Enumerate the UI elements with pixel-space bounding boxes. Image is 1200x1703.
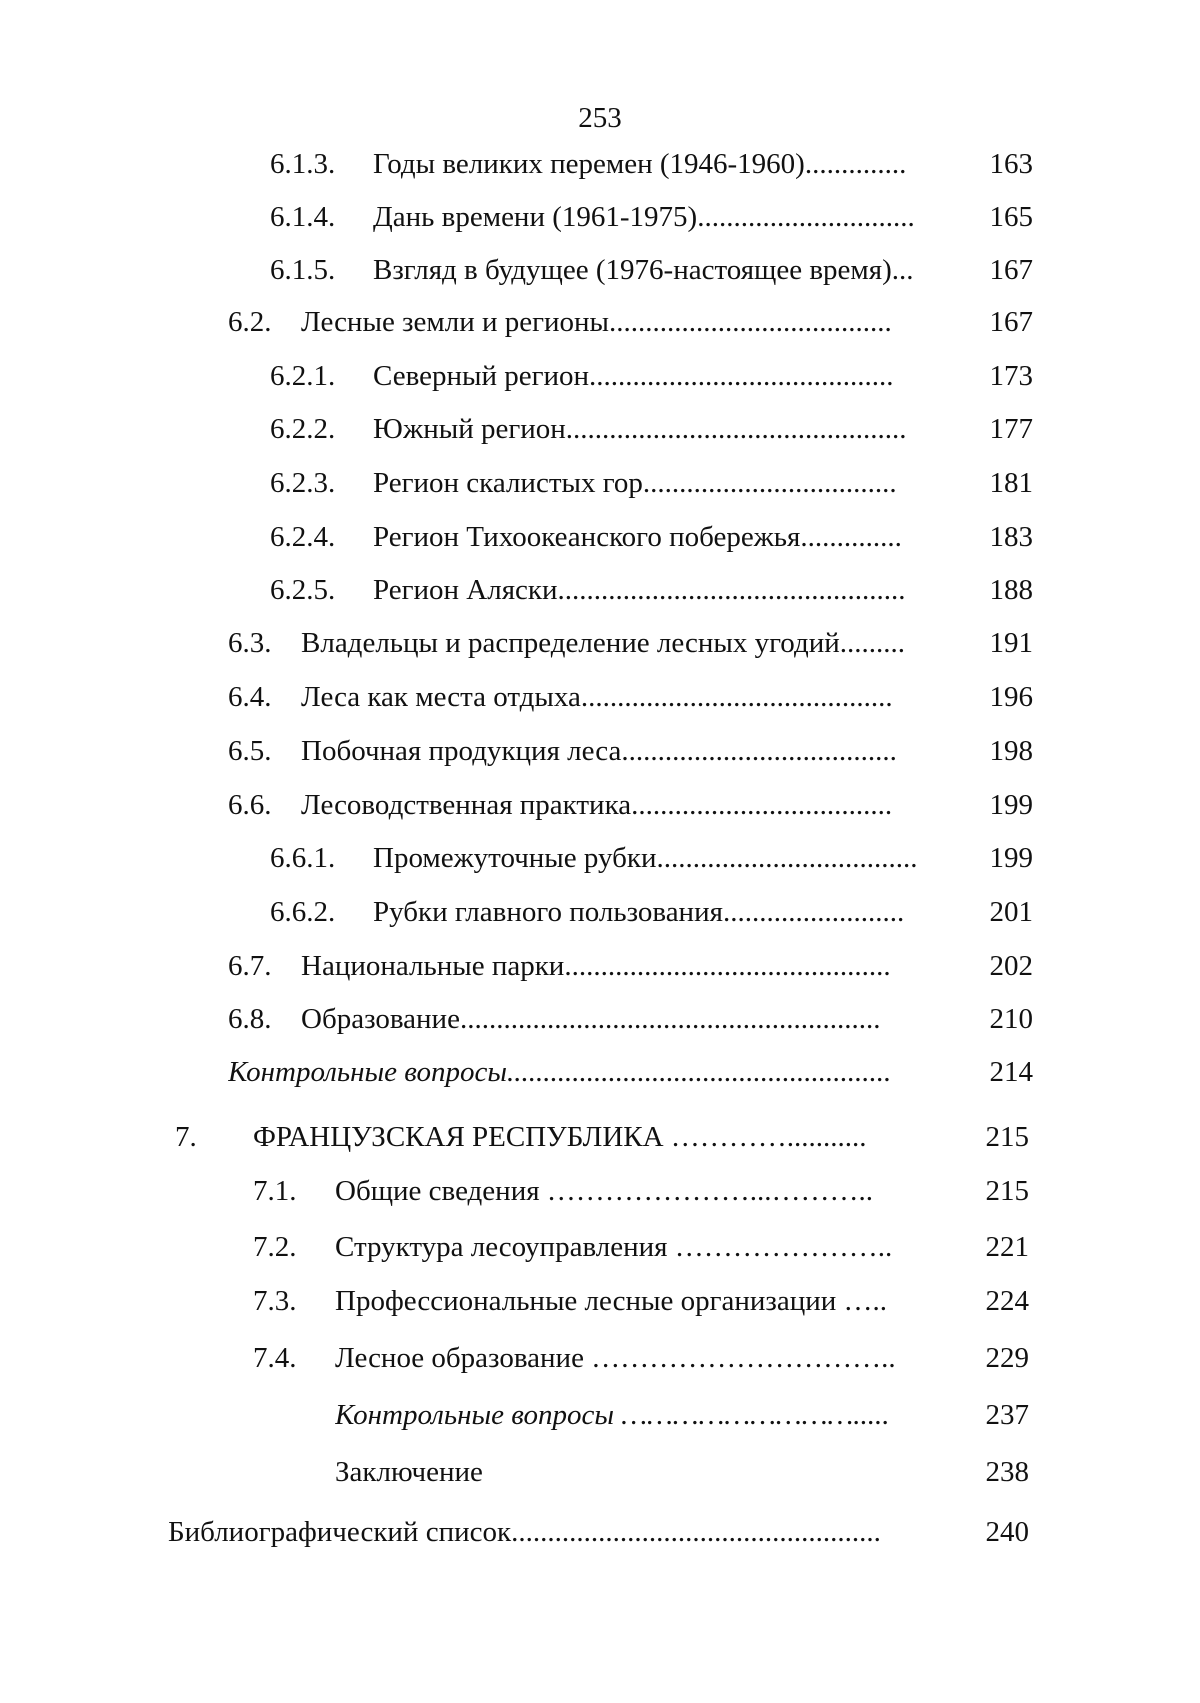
toc-entry-number: 7.2. bbox=[253, 1231, 297, 1263]
toc-entry bbox=[0, 302, 1200, 342]
toc-entry-number: 6.2.2. bbox=[270, 413, 336, 445]
toc-entry bbox=[0, 1395, 1200, 1435]
toc-entry-page: 181 bbox=[989, 467, 1033, 499]
toc-entry-title: Леса как места отдыха........................................... bbox=[301, 681, 893, 713]
toc-entry-page: 183 bbox=[989, 521, 1033, 553]
toc-entry-number: 6.5. bbox=[228, 735, 272, 767]
toc-entry-page: 238 bbox=[985, 1456, 1029, 1488]
toc-entry bbox=[0, 1281, 1200, 1321]
toc-entry-page: 165 bbox=[989, 201, 1033, 233]
toc-entry-title: Лесное образование ………………………….. bbox=[335, 1342, 896, 1374]
toc-entry-page: 202 bbox=[989, 950, 1033, 982]
toc-entry-title: Промежуточные рубки.................................... bbox=[373, 842, 918, 874]
toc-entry-title: Лесоводственная практика.................................... bbox=[301, 789, 893, 821]
toc-entry bbox=[0, 677, 1200, 717]
toc-entry bbox=[0, 892, 1200, 932]
toc-entry-number: 6.4. bbox=[228, 681, 272, 713]
toc-entry-number: 6.6.1. bbox=[270, 842, 336, 874]
toc-entry-page: 215 bbox=[985, 1175, 1029, 1207]
toc-entry-title: Дань времени (1961-1975).............................. bbox=[373, 201, 915, 233]
toc-entry bbox=[0, 999, 1200, 1039]
toc-entry-title: Годы великих перемен (1946-1960).............. bbox=[373, 148, 907, 180]
toc-entry-page: 199 bbox=[989, 842, 1033, 874]
toc-entry bbox=[0, 838, 1200, 878]
toc-entry bbox=[0, 1338, 1200, 1378]
toc-entry-page: 240 bbox=[985, 1516, 1029, 1548]
toc-entry-title: Лесные земли и регионы....................................... bbox=[301, 306, 892, 338]
toc-entry bbox=[0, 623, 1200, 663]
toc-entry-number: 6.6.2. bbox=[270, 896, 336, 928]
toc-entry-title: Рубки главного пользования......................... bbox=[373, 896, 905, 928]
toc-entry-title: Северный регион.......................................... bbox=[373, 360, 894, 392]
toc-entry-number: 6.2.4. bbox=[270, 521, 336, 553]
toc-entry-page: 215 bbox=[985, 1121, 1029, 1153]
toc-entry-page: 177 bbox=[989, 413, 1033, 445]
toc-entry-page: 199 bbox=[989, 789, 1033, 821]
toc-entry-number: 7.3. bbox=[253, 1285, 297, 1317]
toc-entry-number: 6.3. bbox=[228, 627, 272, 659]
toc-entry-page: 173 bbox=[989, 360, 1033, 392]
toc-entry-title: Профессиональные лесные организации ….. bbox=[335, 1285, 888, 1317]
toc-entry-title: Контрольные вопросы ………………………..... bbox=[335, 1399, 890, 1431]
toc-entry bbox=[0, 946, 1200, 986]
toc-entry-number: 6.7. bbox=[228, 950, 272, 982]
toc-entry-title: Образование.......................................................... bbox=[301, 1003, 881, 1035]
toc-entry-number: 6.1.5. bbox=[270, 254, 336, 286]
toc-entry-page: 163 bbox=[989, 148, 1033, 180]
toc-entry bbox=[0, 1512, 1200, 1552]
toc-entry-number: 6.1.3. bbox=[270, 148, 336, 180]
toc-entry bbox=[0, 1171, 1200, 1211]
toc-entry-page: 210 bbox=[989, 1003, 1033, 1035]
toc-entry bbox=[0, 144, 1200, 184]
toc-entry-title: Контрольные вопросы..................................................... bbox=[228, 1056, 892, 1088]
toc-entry-number: 6.2.3. bbox=[270, 467, 336, 499]
toc-entry bbox=[0, 1052, 1200, 1092]
toc-entry-page: 237 bbox=[985, 1399, 1029, 1431]
toc-entry-number: 6.2.1. bbox=[270, 360, 336, 392]
toc-entry-page: 196 bbox=[989, 681, 1033, 713]
toc-entry bbox=[0, 463, 1200, 503]
toc-entry-title: Заключение bbox=[335, 1456, 483, 1488]
toc-entry bbox=[0, 1117, 1200, 1157]
toc-entry bbox=[0, 731, 1200, 771]
toc-entry-number: 6.2. bbox=[228, 306, 272, 338]
toc-entry-page: 221 bbox=[985, 1231, 1029, 1263]
toc-entry-page: 188 bbox=[989, 574, 1033, 606]
toc-entry-number: 7.1. bbox=[253, 1175, 297, 1207]
toc-entry bbox=[0, 356, 1200, 396]
toc-entry bbox=[0, 1452, 1200, 1492]
toc-entry-title: ФРАНЦУЗСКАЯ РЕСПУБЛИКА …………........... bbox=[253, 1121, 867, 1153]
toc-entry-page: 214 bbox=[989, 1056, 1033, 1088]
toc-entry-number: 6.1.4. bbox=[270, 201, 336, 233]
toc-entry-title: Библиографический список................................................... bbox=[168, 1516, 881, 1548]
toc-entry bbox=[0, 250, 1200, 290]
toc-entry-title: Южный регион............................................... bbox=[373, 413, 907, 445]
toc-entry-page: 191 bbox=[989, 627, 1033, 659]
toc-entry-page: 167 bbox=[989, 306, 1033, 338]
toc-entry-page: 201 bbox=[989, 896, 1033, 928]
toc-entry-number: 6.2.5. bbox=[270, 574, 336, 606]
toc-entry-title: Владельцы и распределение лесных угодий......... bbox=[301, 627, 905, 659]
toc-entry-title: Взгляд в будущее (1976-настоящее время)... bbox=[373, 254, 914, 286]
toc-entry-number: 6.8. bbox=[228, 1003, 272, 1035]
toc-entry bbox=[0, 570, 1200, 610]
toc-entry-title: Национальные парки............................................. bbox=[301, 950, 891, 982]
toc-entry bbox=[0, 517, 1200, 557]
toc-entry-page: 198 bbox=[989, 735, 1033, 767]
page-number: 253 bbox=[578, 102, 622, 134]
toc-entry-page: 224 bbox=[985, 1285, 1029, 1317]
toc-entry bbox=[0, 197, 1200, 237]
toc-entry-page: 167 bbox=[989, 254, 1033, 286]
toc-entry-page: 229 bbox=[985, 1342, 1029, 1374]
toc-entry bbox=[0, 409, 1200, 449]
toc-entry-title: Структура лесоуправления ………………….. bbox=[335, 1231, 893, 1263]
toc-entry-title: Побочная продукция леса...................................... bbox=[301, 735, 897, 767]
toc-entry-title: Регион Аляски................................................ bbox=[373, 574, 906, 606]
toc-entry-title: Регион скалистых гор................................... bbox=[373, 467, 897, 499]
toc-entry-number: 7.4. bbox=[253, 1342, 297, 1374]
toc-entry bbox=[0, 785, 1200, 825]
toc-entry-number: 6.6. bbox=[228, 789, 272, 821]
toc-entry-title: Общие сведения …………………...……….. bbox=[335, 1175, 874, 1207]
toc-entry bbox=[0, 1227, 1200, 1267]
toc-entry-title: Регион Тихоокеанского побережья.............. bbox=[373, 521, 902, 553]
toc-entry-number: 7. bbox=[175, 1121, 197, 1153]
